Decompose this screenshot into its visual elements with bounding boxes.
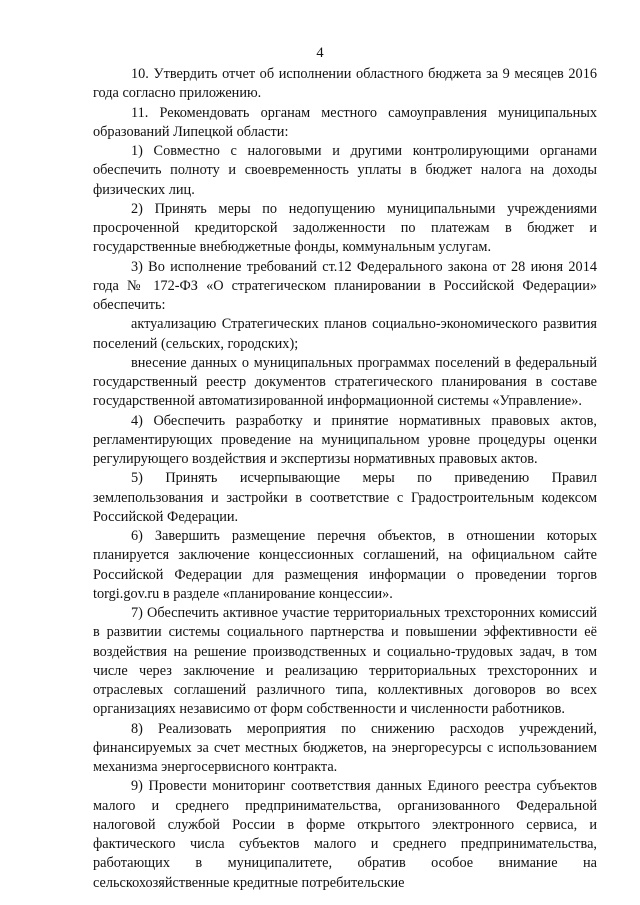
- paragraph-11-2: 2) Принять меры по недопущению муниципальными учреждениями просроченной кредиторской задолженности по платежам в бюджет и государственные внебюджетные фонды, коммунальным услугам.: [93, 200, 597, 256]
- paragraph-11: 11. Рекомендовать органам местного самоуправления муниципальных образований Липецкой области:: [93, 104, 597, 140]
- paragraph-11-3: 3) Во исполнение требований ст.12 Федерального закона от 28 июня 2014 года № 172-ФЗ «О стратегическом планировании в Российской Федерации» обеспечить:: [93, 258, 597, 313]
- paragraph-11-8: 8) Реализовать мероприятия по снижению расходов учреждений, финансируемых за счет местных бюджетов, на энергоресурсы с использованием механизма энергосервисного контракта.: [93, 720, 597, 775]
- paragraph-11-4: 4) Обеспечить разработку и принятие нормативных правовых актов, регламентирующих проведение на муниципальном уровне процедуры оценки регулирующего воздействия и экспертизы нормативных правовых актов.: [93, 412, 597, 467]
- paragraph-11-6: 6) Завершить размещение перечня объектов, в отношении которых планируется заключение концессионных соглашений, на официальном сайте Российской Федерации для размещения информации о проведении торгов torgi.gov.ru в разделе «планирование концессии».: [93, 528, 597, 602]
- paragraph-11-3-a: актуализацию Стратегических планов социально-экономического развития поселений (сельских, городских);: [93, 316, 597, 352]
- paragraph-10: 10. Утвердить отчет об исполнении областного бюджета за 9 месяцев 2016 года согласно приложению.: [93, 66, 597, 102]
- paragraph-11-3-b: внесение данных о муниципальных программах поселений в федеральный государственный реестр документов стратегического планирования в составе государственной автоматизированной информационной системы «Управление».: [93, 354, 597, 410]
- paragraph-11-1: 1) Совместно с налоговыми и другими контролирующими органами обеспечить полноту и своевременность уплаты в бюджет налога на доходы физических лиц.: [93, 143, 597, 198]
- paragraph-11-5: 5) Принять исчерпывающие меры по приведению Правил землепользования и застройки в соответствие с Градостроительным кодексом Российской Федерации.: [93, 470, 597, 525]
- paragraph-11-7: 7) Обеспечить активное участие территориальных трехсторонних комиссий в развитии системы социального партнерства и повышении эффективности её воздействия на решение производственных и социально-трудовых задач, в том числе через заключение и реализацию территориальных трехсторонних и отраслевых соглашений различного типа, коллективных договоров во всех организациях независимо от форм собственности и численности работников.: [93, 605, 597, 718]
- paragraph-11-9: 9) Провести мониторинг соответствия данных Единого реестра субъектов малого и среднего предпринимательства, организованного Федеральной налоговой службой России в форме открытого электронного сервиса, и фактического числа субъектов малого и среднего предпринимательства, работающих в муниципалитете, обратив особое внимание на сельскохозяйственные кредитные потребительские: [93, 778, 597, 891]
- document-body: [93, 65, 597, 893]
- page-number: 4: [316, 45, 324, 61]
